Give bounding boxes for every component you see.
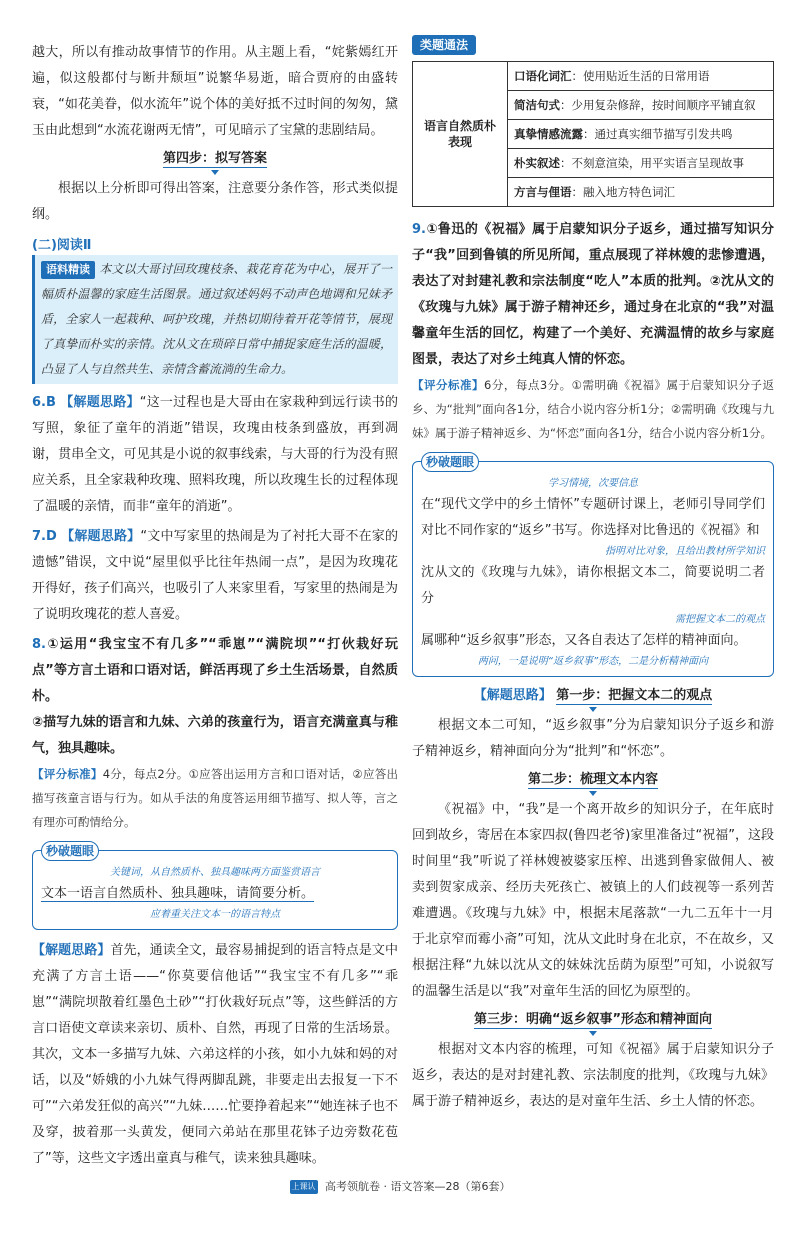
q7-answer: 7.D 【解题思路】“文中写家里的热闹是为了衬托大哥不在家的遗憾”错误，文中说“屋里似乎比往年热闹一点”，是因为玫瑰花开得好，孩子们高兴，也吸引了人来家里看，写家里的热闹是为了说明玫瑰花的惹人喜爱。 xyxy=(32,529,398,622)
q8-scoring: 【评分标准】4分，每点2分。①应答出运用方言和口语对话，②应答出描写孩童言语与行为。如从手法的角度答运用细节描写、拟人等，言之有理亦可酌情给分。 xyxy=(32,767,399,829)
page-footer xyxy=(0,1178,800,1233)
table-row: 方言与俚语：融入地方特色词汇 xyxy=(413,178,774,207)
q6-answer: 6.B 【解题思路】“这一过程也是大哥由在家栽种到远行读书的写照，象征了童年的消逝”错误，玫瑰由枝条到盛放，再到凋谢，贯串全文，可见其是小说的叙事线索，与大哥的行为没有照应关系，且全家栽种玫瑰、照料玫瑰，所以玫瑰生长的过程体现了温暖的亲情，而非“童年的消逝”。 xyxy=(32,395,398,514)
table-row: 朴实叙述：不刻意渲染，用平实语言呈现故事 xyxy=(413,149,774,178)
step2-heading: 第二步：梳理文本内容 xyxy=(412,769,774,791)
table-row: 语言自然质朴表现 口语化词汇：使用贴近生活的日常用语 xyxy=(413,62,774,91)
question-key-box-left xyxy=(32,844,398,930)
step3-text: 根据对文本内容的梳理，可知《祝福》属于启蒙知识分子返乡，表达的是对封建礼教、宗法制度的批判，《玫瑰与九妹》属于游子精神返乡，表达的是对童年生活、乡土人情的怀恋。 xyxy=(412,1042,774,1109)
key-annotation-1: 关键词，从自然质朴、独具趣味两方面鉴赏语言 xyxy=(110,867,320,878)
step1-text: 根据文本二可知，“返乡叙事”分为启蒙知识分子返乡和游子精神返乡，精神面向分为“批判”和“怀恋”。 xyxy=(412,718,774,759)
step4-text: 根据以上分析即可得出答案，注意要分条作答，形式类似提纲。 xyxy=(32,181,398,222)
reading-text: 本文以大哥讨回玫瑰枝条、栽花育花为中心，展开了一幅质朴温馨的家庭生活图景。通过叙述妈妈不动声色地调和兄妹矛盾，全家人一起栽种、呵护玫瑰，并热切期待着开花等情节，展现了真挚而朴实的亲情。沈从文在琐碎日常中捕捉家庭生活的温暖，凸显了人与自然共生、亲情含蓄流淌的生命力。 xyxy=(41,262,392,376)
key-box-title: 秒破题眼 xyxy=(421,452,479,472)
q8-answer-1: 8.①运用“我宝宝不有几多”“乖崽”“满院坝”“打伙栽好玩点”等方言土语和口语对话，鲜活再现了乡土生活场景，自然质朴。 xyxy=(32,637,398,704)
table-row: 真挚情感流露：通过真实细节描写引发共鸣 xyxy=(413,120,774,149)
key-question: 文本一语言自然质朴、独具趣味，请简要分析。 xyxy=(41,886,315,901)
left-column xyxy=(32,40,398,1172)
step1-heading: 【解题思路】 第一步：把握文本二的观点 xyxy=(412,685,774,707)
method-table-header: 类题通法 xyxy=(412,34,774,55)
q9-scoring: 【评分标准】6分，每点3分。①需明确《祝福》属于启蒙知识分子返乡、为“批判”面向各1分，结合小说内容分析1分；②需明确《玫瑰与九妹》属于游子精神返乡、为“怀恋”面向各1分，结合小说内容分析1分。 xyxy=(412,378,774,440)
q8-think: 【解题思路】首先，通读全文，最容易捕捉到的语言特点是文中充满了方言土语——“你莫要信他话”“我宝宝不有几多”“乖崽”“满院坝散着红墨色土砂”“打伙栽好玩点”等，这些鲜活的方言口语使文章读来亲切、质朴、自然，再现了日常的生活场景。其次，文本一多描写九妹、六弟这样的小孩，如小九妹和妈的对话，以及“娇娥的小九妹气得两脚乱跳，非要走出去报复一下不可”“六弟发狂似的高兴”“九妹……忙要挣着起来”“她连袜子也不及穿，披着那一头黄发，便同六弟站在那里花钵子边旁数花苞了”等，这些文字透出童真与稚气，读来独具趣味。 xyxy=(32,943,398,1166)
key-annotation-2: 应着重关注文本一的语言特点 xyxy=(150,909,280,920)
q9-answer: 9.①鲁迅的《祝福》属于启蒙知识分子返乡，通过描写知识分子“我”回到鲁镇的所见所闻，重点展现了祥林嫂的悲惨遭遇，表达了对封建礼教和宗法制度“吃人”本质的批判。②沈从文的《玫瑰与九妹》属于游子精神还乡，通过身在北京的“我”对温馨童年生活的回忆，构建了一个美好、充满温情的故乡与家庭图景，表达了对乡土纯真人情的怀恋。 xyxy=(412,222,774,367)
table-rowhead: 语言自然质朴表现 xyxy=(413,62,508,207)
right-column xyxy=(412,34,774,1115)
step3-heading: 第三步：明确“返乡叙事”形态和精神面向 xyxy=(412,1009,774,1031)
key-box-title: 秒破题眼 xyxy=(41,841,99,861)
intro-paragraph: 越大，所以有推动故事情节的作用。从主题上看，“姹紫嫣红开遍，似这般都付与断井颓垣”说繁华易逝，暗合贾府的由盛转衰，“如花美眷，似水流年”说个体的美好抵不过时间的匆匆，黛玉由此想到“水流花谢两无情”，可见暗示了宝黛的悲剧结局。 xyxy=(32,45,398,138)
step4-heading: 第四步：拟写答案 xyxy=(32,148,398,170)
method-table xyxy=(412,61,774,207)
section-title: (二)阅读Ⅱ xyxy=(32,238,92,253)
reading-summary-box xyxy=(32,255,398,384)
step2-text: 《祝福》中，“我”是一个离开故乡的知识分子，在年底时回到故乡，寄居在本家四叔(鲁四老爷)家里准备过“祝福”，这段时间里“我”听说了祥林嫂被婆家压榨、出逃到鲁家做佣人、被卖到贺家成亲、经历夫死孩亡、被镇上的人们歧视等一系列苦难遭遇。《玫瑰与九妹》中，根据末尾落款“一九二五年十一月于北京窄而霉小斋”可知，沈从文此时身在北京，不在故乡，又根据注释“九妹以沈从文的妹妹沈岳荫为原型”可知，小说叙写的温馨生活是以“我”对童年生活的回忆为原型的。 xyxy=(412,802,774,999)
footer-text: 高考领航卷 · 语文答案—28（第6套） xyxy=(325,1180,511,1193)
reading-badge: 语料精读 xyxy=(41,261,95,279)
q8-answer-2: ②描写九妹的语言和九妹、六弟的孩童行为，语言充满童真与稚气，独具趣味。 xyxy=(32,715,398,756)
table-row: 简洁句式：少用复杂修辞，按时间顺序平铺直叙 xyxy=(413,91,774,120)
question-key-box-right: 秒破题眼 学习情境，次要信息 在“现代文学中的乡土情怀”专题研讨课上，老师引导同学们对比不同作家的“返乡”书写。你选择对比鲁迅的《祝福》和 指明对比对象，且给出教材所学知识 沈从文的《玫瑰与九妹》，请你根据文本二，简要说明二者分 需把握文本二的观点 属哪种“返乡叙事”形态，又各自表达了怎样的精神面向。 两问，一是说明“返乡叙事”形态，二是分析精神面向 xyxy=(412,461,774,677)
brand-logo: 上课认真听 下课练大题 xyxy=(290,1182,317,1233)
